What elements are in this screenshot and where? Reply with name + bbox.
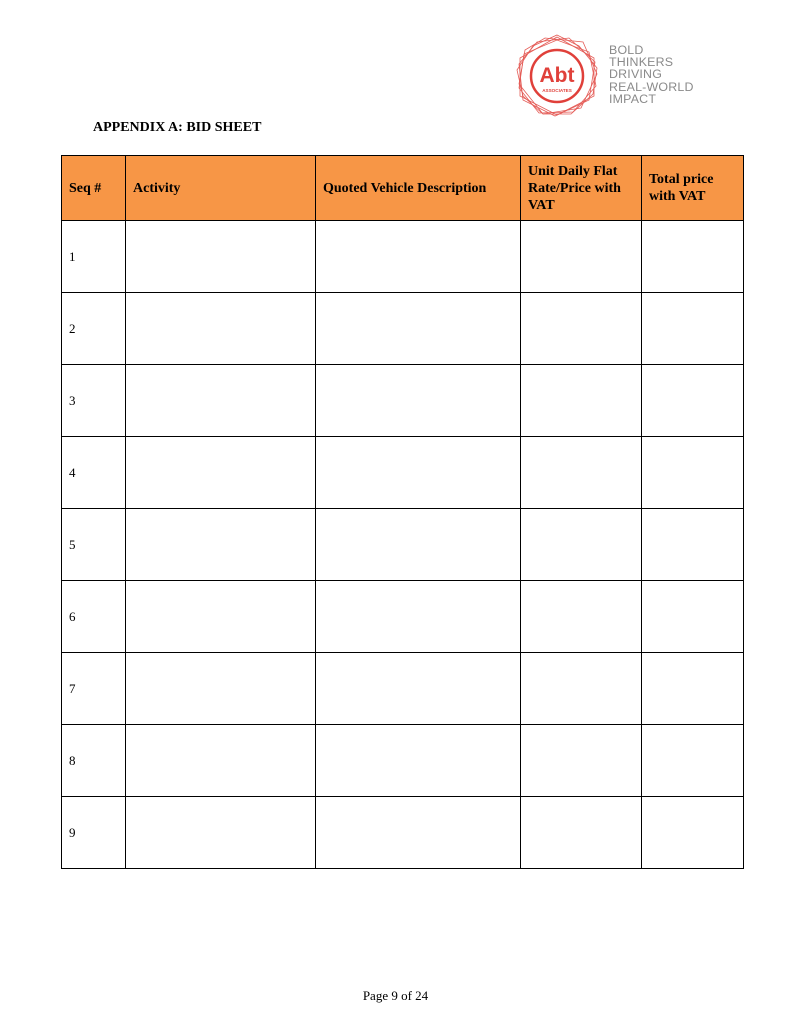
table-row (62, 797, 744, 869)
description-cell[interactable] (316, 725, 521, 797)
unit-rate-cell[interactable] (521, 293, 642, 365)
total-price-cell[interactable] (642, 293, 744, 365)
total-price-cell[interactable] (642, 437, 744, 509)
total-price-cell[interactable] (642, 797, 744, 869)
column-header-activity: Activity (126, 156, 316, 221)
seq-cell: 8 (62, 725, 126, 797)
bid-sheet-table (61, 155, 744, 869)
table-header-row (62, 156, 744, 221)
activity-cell[interactable] (126, 725, 316, 797)
unit-rate-cell[interactable] (521, 797, 642, 869)
column-header-seq: Seq # (62, 156, 126, 221)
table-row (62, 653, 744, 725)
seq-cell: 1 (62, 221, 126, 293)
abt-associates-logo (515, 34, 705, 124)
tagline-line: THINKERS (609, 55, 674, 70)
table-row (62, 509, 744, 581)
seq-cell: 3 (62, 365, 126, 437)
description-cell[interactable] (316, 653, 521, 725)
table-row (62, 581, 744, 653)
table-row (62, 221, 744, 293)
tagline-line: REAL-WORLD (609, 79, 694, 94)
tagline-line: IMPACT (609, 91, 657, 106)
total-price-cell[interactable] (642, 581, 744, 653)
unit-rate-cell[interactable] (521, 581, 642, 653)
description-cell[interactable] (316, 509, 521, 581)
logo-wordmark: Abt (539, 64, 575, 87)
total-price-cell[interactable] (642, 365, 744, 437)
unit-rate-cell[interactable] (521, 509, 642, 581)
column-header-unit-daily-rate: Unit Daily Flat Rate/Price with VAT (521, 156, 642, 221)
total-price-cell[interactable] (642, 725, 744, 797)
unit-rate-cell[interactable] (521, 365, 642, 437)
column-header-vehicle-description: Quoted Vehicle Description (316, 156, 521, 221)
description-cell[interactable] (316, 581, 521, 653)
abt-logo-icon (515, 34, 599, 118)
activity-cell[interactable] (126, 437, 316, 509)
activity-cell[interactable] (126, 221, 316, 293)
column-header-total-price: Total price with VAT (642, 156, 744, 221)
logo-tagline (609, 44, 694, 105)
activity-cell[interactable] (126, 365, 316, 437)
page-number: Page 9 of 24 (362, 988, 429, 1003)
table-row (62, 437, 744, 509)
unit-rate-cell[interactable] (521, 725, 642, 797)
total-price-cell[interactable] (642, 653, 744, 725)
unit-rate-cell[interactable] (521, 221, 642, 293)
activity-cell[interactable] (126, 797, 316, 869)
activity-cell[interactable] (126, 293, 316, 365)
logo-subtext: ASSOCIATES (542, 88, 572, 93)
table-row (62, 725, 744, 797)
total-price-cell[interactable] (642, 221, 744, 293)
tagline-line: BOLD (609, 43, 644, 57)
seq-cell: 4 (62, 437, 126, 509)
seq-cell: 7 (62, 653, 126, 725)
seq-cell: 2 (62, 293, 126, 365)
activity-cell[interactable] (126, 653, 316, 725)
description-cell[interactable] (316, 221, 521, 293)
description-cell[interactable] (316, 797, 521, 869)
description-cell[interactable] (316, 365, 521, 437)
seq-cell: 9 (62, 797, 126, 869)
table-row (62, 293, 744, 365)
unit-rate-cell[interactable] (521, 437, 642, 509)
description-cell[interactable] (316, 437, 521, 509)
description-cell[interactable] (316, 293, 521, 365)
seq-cell: 6 (62, 581, 126, 653)
tagline-line: DRIVING (609, 67, 663, 82)
activity-cell[interactable] (126, 509, 316, 581)
activity-cell[interactable] (126, 581, 316, 653)
table-row (62, 365, 744, 437)
seq-cell: 5 (62, 509, 126, 581)
unit-rate-cell[interactable] (521, 653, 642, 725)
total-price-cell[interactable] (642, 509, 744, 581)
page-title: APPENDIX A: BID SHEET (93, 120, 262, 135)
